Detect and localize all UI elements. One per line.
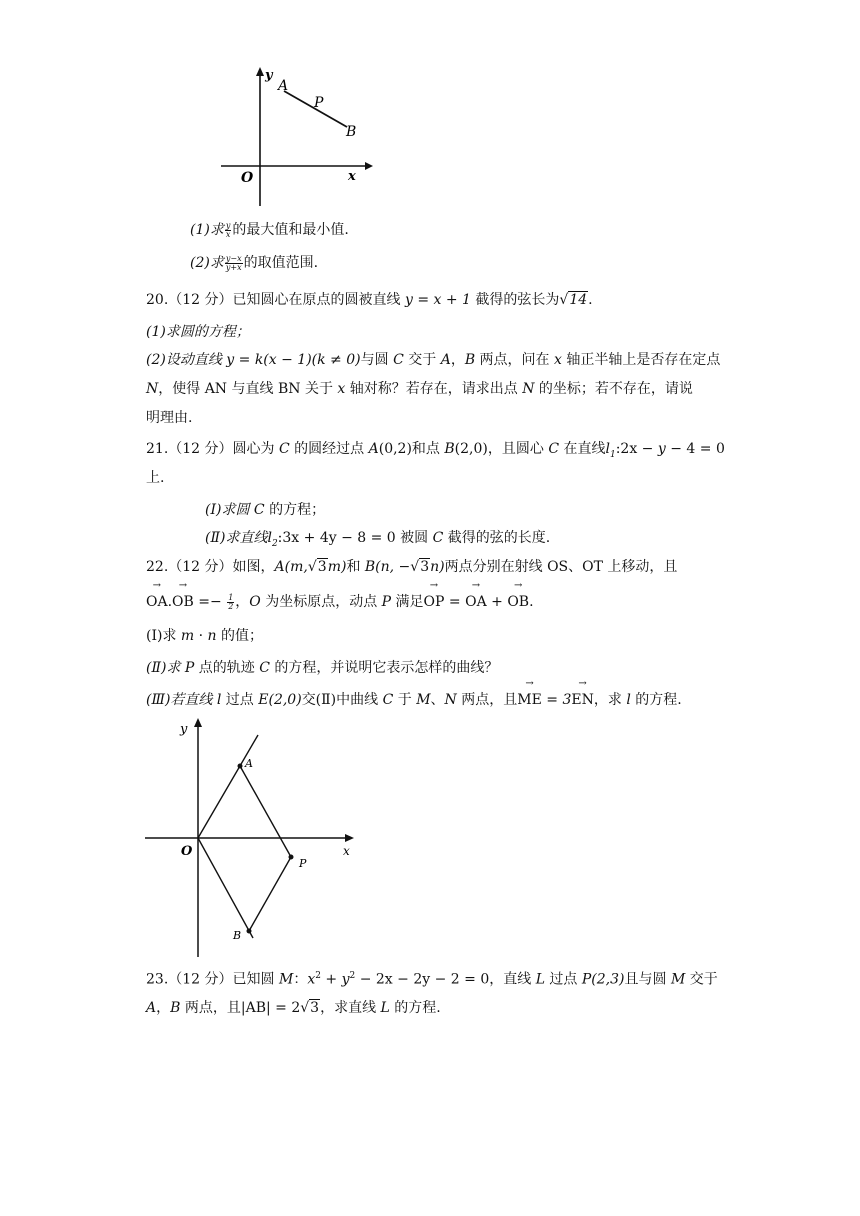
fig2-point-a-label: A [245,757,253,770]
fig1-origin-label: O [241,170,254,186]
fig2-origin-label: O [181,844,193,859]
q20-line1: 20.（12 分）已知圆心在原点的圆被直线 y = x + 1 截得的弦长为√14. [146,292,593,308]
q19-part2: (2)求 $\frac{y-x}{y+x}$ 的取值范围. [190,253,319,272]
q22-line1: 22.（12 分）如图，A(m,√3m)和 B(n, −√3n)两点分别在射线 OS、OT 上移动，且 [146,559,678,575]
figure-1-coordinate-graph [215,62,375,212]
fig2-point-b-label: B [233,929,242,942]
q23-line2: A，B 两点，且|AB| = 2√3，求直线 L 的方程. [146,1000,441,1016]
q21-line2: 上. [146,470,165,486]
q22-line4: (Ⅱ)求 P 点的轨迹 C 的方程，并说明它表示怎样的曲线？ [146,660,499,676]
q20-line5: 明理由. [146,410,193,426]
fig1-y-label: y [265,68,273,83]
fig1-point-b-label: B [346,124,357,140]
q20-line4: N，使得 AN 与直线 BN 关于 x 轴对称？若存在，请求出点 N 的坐标；若不存在，请说 [146,381,693,397]
q21-line1: 21.（12 分）圆心为 C 的圆经过点 A(0,2)和点 B(2,0)，且圆心 C 在直线$l_1:2x - y - 4 = 0$ [146,441,725,460]
fig2-x-label: x [343,844,350,858]
fig1-point-a-label: A [278,78,289,94]
figure-2-rhombus-graph [145,715,365,960]
q22-line3: (Ⅰ)求 m · n 的值； [146,628,264,644]
q21-line4: (Ⅱ)求直线$l_2:3x + 4y - 8 = 0$ 被圆 C 截得的弦的长度. [205,530,551,549]
q19-part1: (1)求 $\frac{y}{x}$ 的最大值和最小值. [190,220,349,239]
q22-line5: (Ⅲ)若直线 l 过点 E(2,0)交(Ⅱ)中曲线 C 于 M、N 两点，且→ ME = 3→ EN，求 l 的方程. [146,690,682,710]
q22-line2: → OA.→ OB =− $\frac{1}{2}$ ，O 为坐标原点，动点 P 满足→ OP = → OA + → OB. [146,592,534,612]
q20-line3: (2)设动直线 y = k(x − 1)(k ≠ 0)与圆 C 交于 A，B 两点，问在 x 轴正半轴上是否存在定点 [146,352,721,368]
fig2-y-label: y [180,722,188,737]
q23-line1: 23.（12 分）已知圆 M：$x^2 + y^2 - 2x - 2y - 2 = 0$，直线 L 过点 P(2,3)且与圆 M 交于 [146,971,718,988]
q21-line3: (Ⅰ)求圆 C 的方程； [205,502,326,518]
fig1-x-label: x [348,169,356,184]
q20-line2: (1)求圆的方程； [146,324,250,340]
fig2-point-p-label: P [299,857,307,870]
fig1-point-p-label: P [314,95,324,111]
